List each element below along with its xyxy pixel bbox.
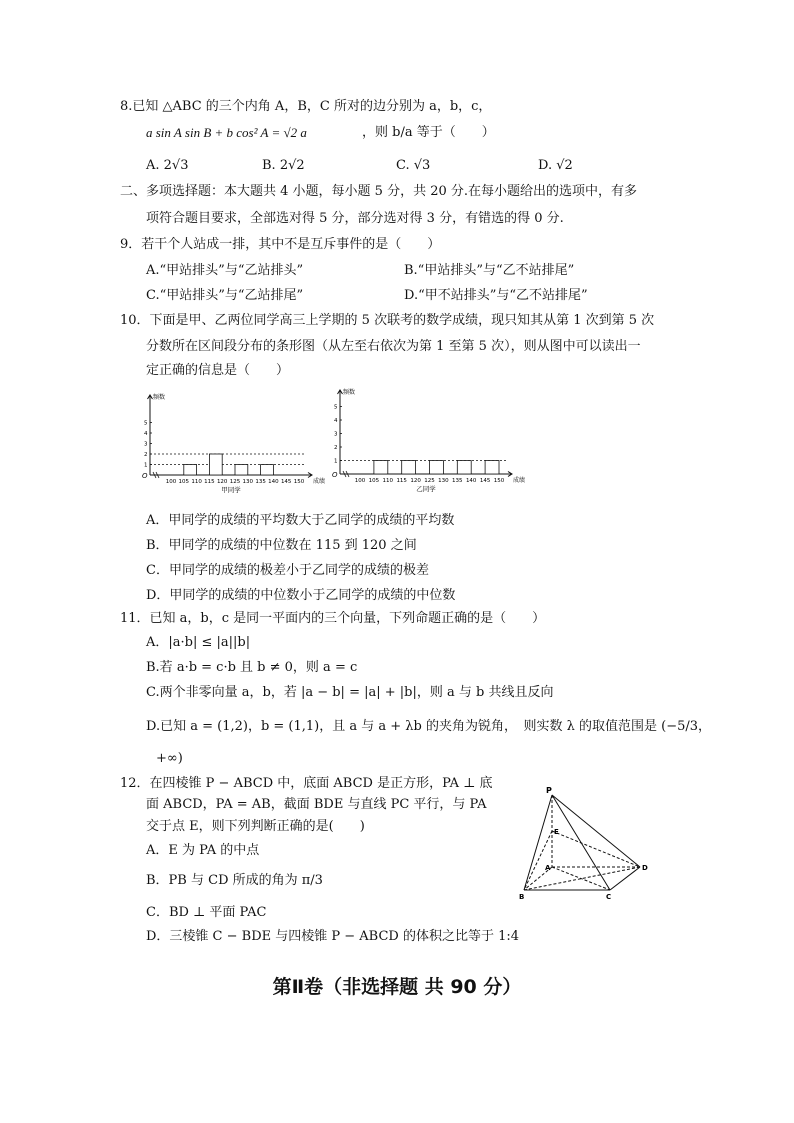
q12-stem-3: 交于点 E，则下列判断正确的是( ) bbox=[146, 819, 365, 834]
bar bbox=[430, 461, 444, 475]
x-tick-label: 100 bbox=[354, 478, 366, 484]
y-tick-label: 4 bbox=[334, 418, 338, 424]
x-tick-label: 150 bbox=[493, 478, 505, 484]
label-a: A bbox=[545, 864, 551, 872]
bar bbox=[184, 465, 197, 476]
x-tick-label: 115 bbox=[204, 479, 215, 485]
q10-option-d: D．甲同学的成绩的中位数小于乙同学的成绩的中位数 bbox=[146, 588, 456, 603]
chart-yi bbox=[322, 385, 526, 495]
x-tick-label: 140 bbox=[268, 479, 279, 485]
q8-option-c: C. √3 bbox=[396, 158, 431, 173]
x-tick-label: 125 bbox=[229, 479, 241, 485]
q9-option-b: B.“甲站排头”与“乙不站排尾” bbox=[404, 263, 575, 278]
q12-option-a: A．E 为 PA 的中点 bbox=[146, 843, 260, 858]
bar bbox=[457, 461, 471, 475]
q8-option-d: D. √2 bbox=[538, 158, 573, 173]
q9-option-d: D.“甲不站排头”与“乙不站排尾” bbox=[404, 288, 588, 303]
y-axis-label: 频数 bbox=[153, 394, 166, 401]
q9-option-a: A.“甲站排头”与“乙站排头” bbox=[146, 263, 304, 278]
x-tick-label: 130 bbox=[242, 479, 254, 485]
q8-option-a: A. 2√3 bbox=[146, 158, 189, 173]
y-tick-label: 5 bbox=[334, 404, 338, 411]
bar bbox=[374, 461, 388, 475]
q8-stem: 8.已知 △ABC 的三个内角 A，B，C 所对的边分别为 a，b，c， bbox=[120, 99, 492, 114]
edge-ac bbox=[552, 867, 610, 890]
x-tick-label: 135 bbox=[452, 478, 463, 484]
q10-stem-3: 定正确的信息是（ ） bbox=[146, 363, 290, 378]
q11-option-a: A．|a·b| ≤ |a||b| bbox=[146, 635, 251, 650]
edge-ed bbox=[552, 831, 640, 867]
label-c: C bbox=[606, 893, 612, 901]
x-tick-label: 105 bbox=[178, 479, 190, 485]
edge-eb bbox=[524, 831, 552, 890]
label-d: D bbox=[642, 864, 648, 872]
y-tick-label: 5 bbox=[144, 420, 148, 427]
q11-option-d-cont: +∞) bbox=[156, 751, 183, 766]
x-tick-label: 120 bbox=[410, 478, 421, 484]
q11-stem: 11．已知 a，b，c 是同一平面内的三个向量，下列命题正确的是（ ） bbox=[120, 611, 546, 626]
section2-line2: 项符合题目要求，全部选对得 5 分，部分选对得 3 分，有错选的得 0 分. bbox=[146, 211, 564, 226]
section2-line1: 二、多项选择题：本大题共 4 小题，每小题 5 分，共 20 分.在每小题给出的选项中，有多 bbox=[120, 184, 638, 199]
origin-label: O bbox=[332, 471, 338, 479]
label-p: P bbox=[546, 786, 552, 795]
q12-option-d: D．三棱锥 C − BDE 与四棱锥 P − ABCD 的体积之比等于 1:4 bbox=[146, 929, 520, 944]
q9-stem: 9．若干个人站成一排，其中不是互斥事件的是（ ） bbox=[120, 237, 441, 252]
q8-option-b: B. 2√2 bbox=[262, 158, 305, 173]
x-axis-label: 成绩 bbox=[513, 477, 526, 484]
y-tick-label: 2 bbox=[144, 452, 148, 458]
q10-stem-1: 10．下面是甲、乙两位同学高三上学期的 5 次联考的数学成绩，现只知其从第 1 次到第 5 次 bbox=[120, 313, 655, 328]
q11-option-c: C.两个非零向量 a，b，若 |a − b| = |a| + |b|，则 a 与 b 共线且反向 bbox=[146, 685, 554, 700]
chart-jia bbox=[140, 390, 330, 500]
origin-label: O bbox=[142, 472, 148, 480]
bar bbox=[235, 465, 248, 476]
bar bbox=[402, 461, 416, 475]
x-tick-label: 115 bbox=[396, 478, 407, 484]
y-tick-label: 1 bbox=[334, 458, 338, 465]
q9-option-c: C.“甲站排头”与“乙站排尾” bbox=[146, 288, 304, 303]
y-axis-label: 频数 bbox=[343, 389, 356, 396]
y-tick-label: 3 bbox=[144, 441, 148, 448]
x-tick-label: 135 bbox=[255, 479, 266, 485]
bar bbox=[209, 454, 222, 475]
edge-pb bbox=[524, 795, 552, 890]
y-tick-label: 3 bbox=[334, 431, 338, 438]
x-tick-label: 145 bbox=[479, 478, 491, 484]
y-tick-label: 4 bbox=[144, 431, 148, 437]
x-tick-label: 125 bbox=[424, 478, 435, 484]
q12-option-c: C．BD ⊥ 平面 PAC bbox=[146, 905, 267, 920]
q10-option-c: C．甲同学的成绩的极差小于乙同学的成绩的极差 bbox=[146, 563, 429, 578]
edge-pd bbox=[552, 795, 640, 867]
x-tick-label: 110 bbox=[191, 479, 202, 485]
q11-option-b: B.若 a·b = c·b 且 b ≠ 0，则 a = c bbox=[146, 660, 358, 675]
x-axis-label: 成绩 bbox=[313, 478, 326, 485]
bar bbox=[261, 465, 274, 476]
x-tick-label: 140 bbox=[465, 478, 477, 484]
q10-stem-2: 分数所在区间段分布的条形图（从左至右依次为第 1 至第 5 次），则从图中可以读出一 bbox=[146, 339, 641, 354]
x-tick-label: 150 bbox=[293, 479, 305, 485]
x-tick-label: 110 bbox=[382, 478, 394, 484]
q12-stem-2: 面 ABCD，PA = AB，截面 BDE 与直线 PC 平行，与 PA bbox=[146, 797, 487, 812]
y-tick-label: 2 bbox=[334, 445, 338, 451]
q11-option-d: D.已知 a = (1,2)，b = (1,1)，且 a 与 a + λb 的夹角为锐角， 则实数 λ 的取值范围是 (−5/3， bbox=[146, 719, 712, 734]
q8-ask: ，则 b/a 等于（ ） bbox=[362, 125, 495, 140]
part2-title: 第Ⅱ卷（非选择题 共 90 分） bbox=[272, 976, 522, 998]
x-tick-label: 120 bbox=[216, 479, 228, 485]
y-tick-label: 1 bbox=[144, 462, 148, 469]
pyramid-figure bbox=[518, 786, 648, 901]
chart-title: 甲同学 bbox=[221, 486, 241, 494]
bar bbox=[485, 461, 499, 475]
x-tick-label: 105 bbox=[368, 478, 380, 484]
label-e: E bbox=[554, 828, 559, 836]
x-tick-label: 145 bbox=[280, 479, 292, 485]
chart-title: 乙同学 bbox=[416, 485, 436, 493]
x-tick-label: 100 bbox=[165, 479, 177, 485]
q10-option-b: B．甲同学的成绩的中位数在 115 到 120 之间 bbox=[146, 538, 417, 553]
label-b: B bbox=[519, 893, 525, 901]
q8-condition: a sin A sin B + b cos² A = √2 a bbox=[146, 125, 307, 140]
q10-option-a: A．甲同学的成绩的平均数大于乙同学的成绩的平均数 bbox=[146, 513, 455, 528]
x-tick-label: 130 bbox=[438, 478, 449, 484]
q12-stem-1: 12．在四棱锥 P − ABCD 中，底面 ABCD 是正方形，PA ⊥ 底 bbox=[120, 776, 493, 791]
q12-option-b: B．PB 与 CD 所成的角为 π/3 bbox=[146, 873, 323, 888]
